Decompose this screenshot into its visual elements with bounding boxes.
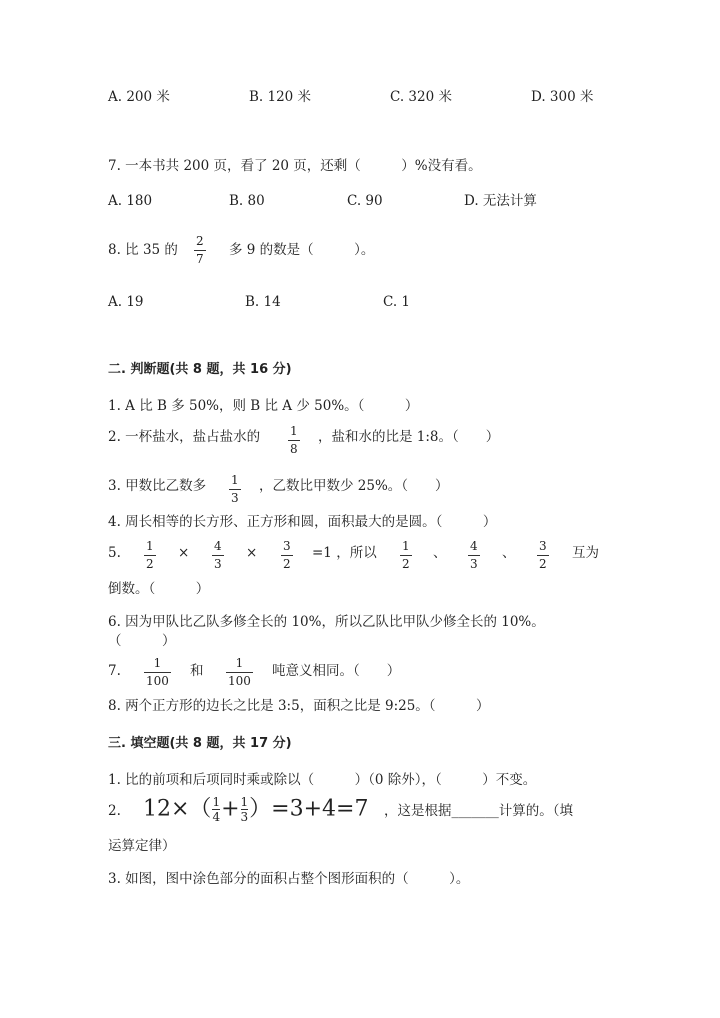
fraction-bar [144,672,171,673]
fraction-denominator: 3 [470,557,478,571]
q8-prefix: 8. 比 35 的 [108,242,178,258]
fraction-denominator: 4 [212,810,221,824]
fraction-numerator: 4 [214,539,222,553]
judge-7-suffix: 吨意义相同。（ ） [272,663,401,679]
fraction-bar [229,489,241,490]
fraction-denominator: 7 [196,252,204,266]
fraction-bar [281,555,293,556]
fraction-numerator: 1 [231,473,239,487]
separator-2: 、 [502,545,516,561]
judge-5-fraction-2 [212,539,224,571]
judge-4: 4. 周长相等的长方形、正方形和圆，面积最大的是圆。（ ） [108,514,497,530]
fraction-denominator: 100 [228,674,251,688]
fraction-bar [226,672,253,673]
q7-question: 7. 一本书共 200 页，看了 20 页，还剩（ ）%没有看。 [108,158,482,174]
separator-1: 、 [433,545,447,561]
judge-5-tail: 互为 [572,545,599,561]
fraction-numerator: 1 [153,656,162,670]
judge-2-fraction [288,424,300,456]
fraction-numerator: 1 [212,795,221,809]
fill-1: 1. 比的前项和后项同时乘或除以（ ）（0 除外），（ ）不变。 [108,772,537,788]
section2-title: 二. 判断题(共 8 题，共 16 分) [108,362,292,377]
q7-option-a: A. 180 [108,193,153,209]
judge-5-fraction-5 [468,539,480,571]
judge-3-fraction [229,473,241,505]
fraction-denominator: 100 [146,674,169,688]
times-sign-2: × [246,545,258,561]
fraction-denominator: 2 [146,557,154,571]
fill-2-line2: 运算定律） [108,838,176,854]
fill-2-label: 2. [108,803,121,819]
expression-fraction-2 [241,796,249,823]
judge-5-fraction-1 [144,539,156,571]
fraction-bar [144,555,156,556]
fraction-bar [400,555,412,556]
judge-8: 8. 两个正方形的边长之比是 3:5，面积之比是 9:25。（ ） [108,698,490,714]
judge-7-fraction-1 [144,656,171,688]
judge-5-fraction-4 [400,539,412,571]
fraction-bar [537,555,549,556]
fraction-numerator: 1 [235,656,244,670]
fraction-bar [288,440,300,441]
fraction-bar [468,555,480,556]
q8-option-b: B. 14 [245,294,281,310]
q7-option-b: B. 80 [229,193,265,209]
fraction-numerator: 4 [470,539,478,553]
fill-2-expression [143,796,368,823]
judge-7-label: 7. [108,663,121,679]
expression-tail: ）=3+4=7 [249,796,369,822]
q8-option-c: C. 1 [383,294,411,310]
q8-fraction [194,234,206,266]
times-sign-1: × [178,545,190,561]
judge-5-equals: =1 ，所以 [312,545,377,561]
fraction-numerator: 3 [283,539,291,553]
judge-5-fraction-6 [537,539,549,571]
fraction-bar [212,555,224,556]
judge-6-line2: （ ） [108,633,176,649]
fill-2-suffix: ，这是根据_______计算的。（填 [384,803,573,819]
fraction-denominator: 2 [283,557,291,571]
fraction-numerator: 1 [290,424,298,438]
q8-option-a: A. 19 [108,294,144,310]
fraction-numerator: 3 [539,539,547,553]
judge-5-line2: 倒数。（ ） [108,581,210,597]
judge-6-line1: 6. 因为甲队比乙队多修全长的 10%，所以乙队比甲队少修全长的 10%。 [108,614,545,630]
judge-3-suffix: ，乙数比甲数少 25%。（ ） [259,478,449,494]
section3-title: 三. 填空题(共 8 题，共 17 分) [108,736,292,751]
fraction-numerator: 1 [402,539,410,553]
expression-fraction-1 [212,796,220,823]
q7-option-d: D. 无法计算 [464,193,537,209]
q8-suffix: 多 9 的数是（ ）。 [229,242,375,258]
fraction-numerator: 1 [240,795,249,809]
fraction-denominator: 3 [231,491,239,505]
judge-2-suffix: ，盐和水的比是 1:8。（ ） [318,429,500,445]
judge-3-prefix: 3. 甲数比乙数多 [108,478,207,494]
judge-7-fraction-2 [226,656,253,688]
fraction-denominator: 2 [402,557,410,571]
plus-sign: + [221,796,240,822]
q6-option-c: C. 320 米 [390,89,452,105]
judge-7-and: 和 [190,663,204,679]
fraction-denominator: 3 [214,557,222,571]
fraction-denominator: 3 [240,810,249,824]
fraction-denominator: 2 [539,557,547,571]
q6-option-d: D. 300 米 [531,89,594,105]
fraction-denominator: 8 [290,442,298,456]
fraction-numerator: 1 [146,539,154,553]
q6-option-b: B. 120 米 [249,89,312,105]
judge-5-label: 5. [108,545,121,561]
fraction-bar [194,250,206,251]
q6-option-a: A. 200 米 [108,89,170,105]
judge-5-fraction-3 [281,539,293,571]
judge-2-prefix: 2. 一杯盐水，盐占盐水的 [108,429,261,445]
expression-lead: 12×（ [143,796,212,822]
fraction-numerator: 2 [196,234,204,248]
fill-3: 3. 如图，图中涂色部分的面积占整个图形面积的（ ）。 [108,871,470,887]
q7-option-c: C. 90 [347,193,383,209]
judge-1: 1. A 比 B 多 50%，则 B 比 A 少 50%。（ ） [108,398,419,414]
